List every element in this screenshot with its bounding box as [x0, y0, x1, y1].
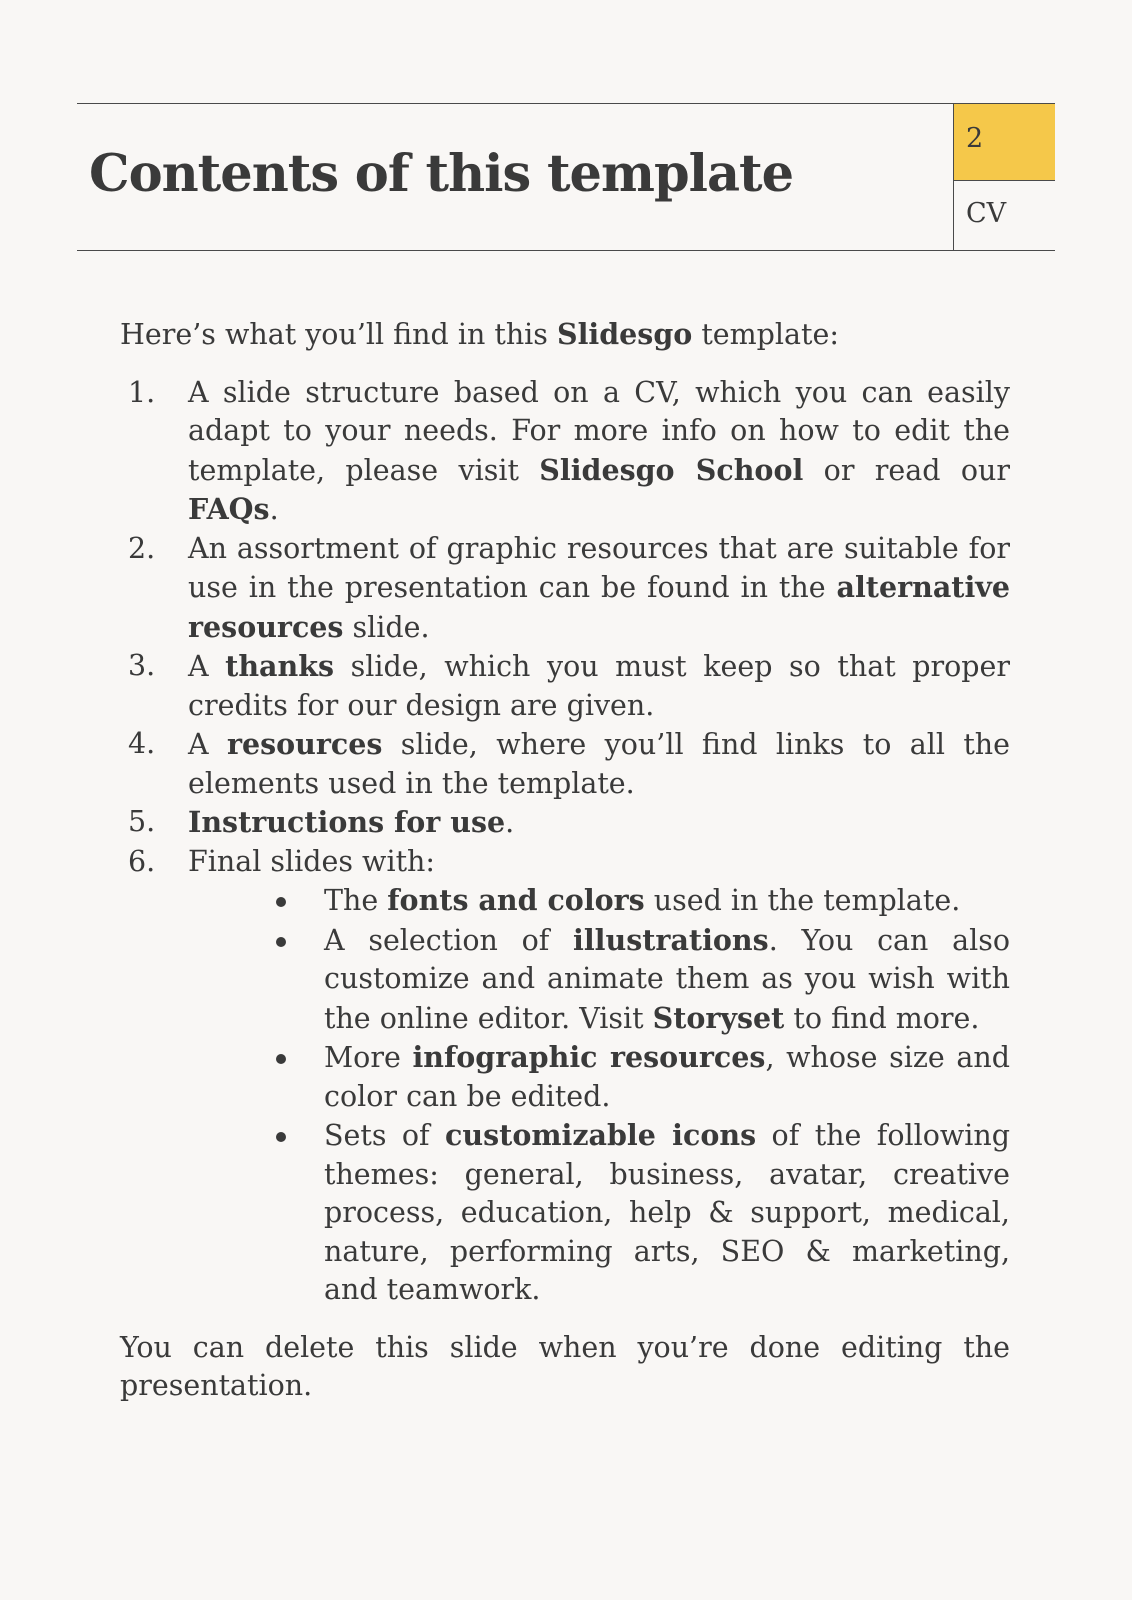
- list-item: [120, 647, 1010, 725]
- sublist-item: [324, 921, 1010, 1039]
- slide-content: [120, 315, 1010, 1406]
- list-item-text: slide.: [343, 610, 430, 644]
- list-item: [120, 725, 1010, 803]
- list-item-bold-text: thanks: [225, 649, 335, 683]
- sublist-item-text: Sets of: [324, 1119, 446, 1152]
- list-item-bold-text: alternative resources: [188, 570, 1010, 644]
- sublist-item-text: to find more.: [784, 1001, 980, 1035]
- list-item-text: .: [269, 493, 279, 526]
- final-slides-sublist: [188, 881, 1010, 1310]
- sublist-item: [324, 1038, 1010, 1116]
- bullet-icon: [276, 1054, 286, 1064]
- list-item-number: 4.: [128, 727, 156, 760]
- slidesgo-school-text: Slidesgo School: [539, 452, 804, 487]
- intro-text-start: Here’s what you’ll find in this: [120, 318, 557, 351]
- sublist-item-text: The: [324, 884, 388, 917]
- list-item-text: Final slides with:: [188, 844, 435, 878]
- sublist-item-bold-text: fonts and colors: [387, 883, 645, 917]
- sublist-item: [324, 881, 1010, 921]
- sublist-item-text: More: [324, 1041, 413, 1074]
- sublist-item-bold-text: customizable icons: [445, 1118, 757, 1152]
- list-item-number: 5.: [128, 805, 156, 838]
- slide-header: [77, 103, 1055, 251]
- list-item-text: A slide structure based on a CV, which you can easily adapt to your needs. For more info on how to edit the template, please visit: [188, 375, 1010, 487]
- sublist-item: [324, 1116, 1010, 1310]
- list-item-text: or read our: [803, 453, 1011, 487]
- list-item: [120, 530, 1010, 648]
- list-item-bold-text: resources: [226, 727, 383, 761]
- sublist-item-text: used in the template.: [644, 884, 961, 917]
- list-item: [120, 374, 1010, 530]
- faqs-text: FAQs: [188, 492, 270, 526]
- bullet-icon: [276, 897, 286, 907]
- page-title: Contents of this template: [89, 144, 794, 204]
- header-side-panel: [953, 104, 1055, 250]
- intro-text: [120, 315, 1010, 355]
- sublist-item-text: A selection of: [324, 923, 574, 957]
- list-item-text: .: [505, 806, 515, 839]
- bullet-icon: [276, 1132, 286, 1142]
- list-item: [120, 843, 1010, 1310]
- sublist-item-text: , whose size and color can be edited.: [324, 1041, 1010, 1113]
- page-number-badge: 2: [954, 104, 1055, 181]
- contents-list: [120, 374, 1010, 1310]
- storyset-text: Storyset: [652, 1000, 785, 1035]
- list-item-number: 2.: [128, 531, 156, 565]
- list-item-number: 6.: [128, 844, 156, 878]
- bullet-icon: [276, 937, 286, 947]
- outro-text: You can delete this slide when you’re done editing the presentation.: [120, 1330, 1010, 1402]
- sublist-item-text: . You can also customize and animate them as you wish with the online editor. Visit: [324, 923, 1010, 1035]
- list-item-text: slide, where you’ll find links to all the elements used in the template.: [188, 728, 1010, 800]
- sublist-item-bold-text: infographic resources: [412, 1040, 766, 1074]
- list-item-text: slide, which you must keep so that proper credits for our design are given.: [188, 650, 1010, 722]
- list-item-number: 3.: [128, 649, 156, 682]
- sublist-item-bold-text: illustrations: [573, 922, 769, 957]
- list-item-number: 1.: [128, 375, 156, 409]
- sublist-item-text: of the following themes: general, business, avatar, creative process, education, help & support, medical, nature, performing arts, SEO & marketing, and teamwork.: [324, 1119, 1011, 1306]
- section-label: CV: [966, 198, 1007, 229]
- list-item-text: A: [188, 728, 227, 761]
- intro-brand: Slidesgo: [556, 317, 693, 351]
- list-item-bold-text: Instructions for use: [188, 805, 506, 839]
- intro-text-end: template:: [692, 318, 839, 351]
- list-item-text: A: [188, 650, 226, 683]
- list-item: [120, 803, 1010, 843]
- list-item-text: An assortment of graphic resources that are suitable for use in the presentation can be found in the: [188, 531, 1010, 604]
